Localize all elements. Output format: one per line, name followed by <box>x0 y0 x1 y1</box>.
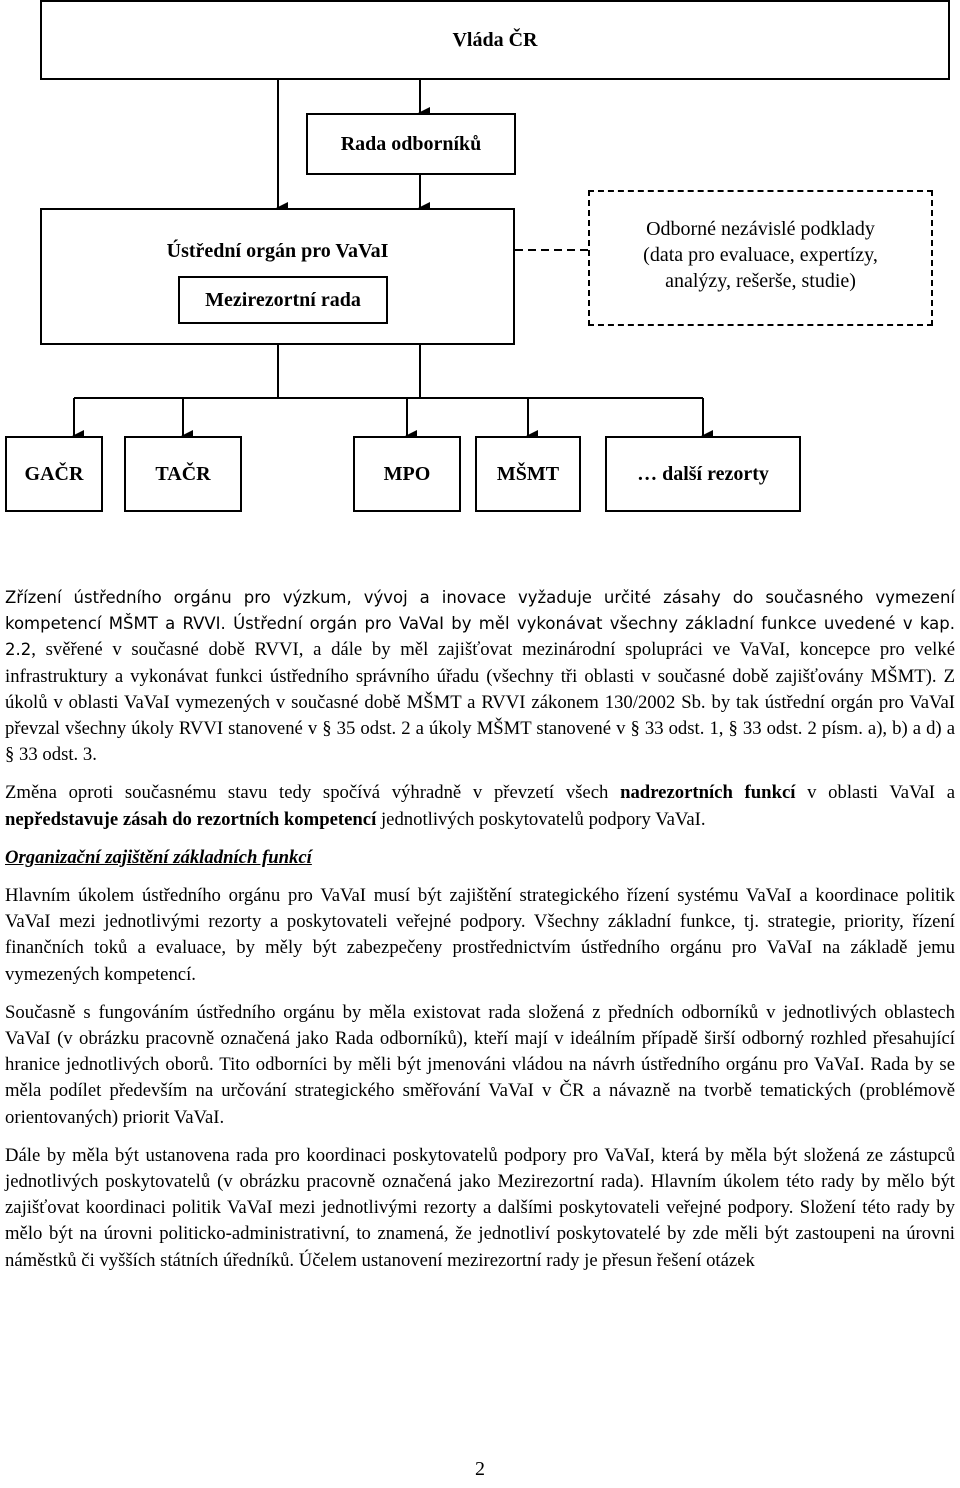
rada-odborniku-box <box>306 113 516 175</box>
p1-part-a: Zřízení ústředního orgánu pro výzkum, vývoj a inovace vyžaduje určité zásahy do současného vymezení kompetencí MŠMT a RVVI. Ústřední orgán pro VaVaI by měl vykonávat všechny základní funkce uvedené v kap. 2.2 <box>5 588 955 660</box>
p2-bold-1: nadrezortních funkcí <box>620 782 796 804</box>
support-line-1: Odborné nezávislé podklady <box>646 218 875 240</box>
provider-tacr <box>124 436 242 512</box>
odborne-podklady-box <box>588 190 933 326</box>
ustredni-organ-box <box>40 208 515 345</box>
section-heading <box>5 845 955 871</box>
paragraph-3: Hlavním úkolem ústředního orgánu pro VaVaI musí být zajištění strategického řízení systému VaVaI a koordinace politik VaVaI mezi jednotlivými rezorty a poskytovateli veřejné podpory. Všechny základní funkce, tj. strategie, priority, řízení finančních toků a evaluace, by měly být zabezpečeny prostřednictvím ústředního orgánu pro VaVaI na základě jemu vymezených kompetencí. <box>5 885 955 985</box>
ustredni-organ-label: Ústřední orgán pro VaVaI <box>166 240 389 262</box>
paragraph-1 <box>5 585 955 768</box>
p2-part-e: jednotlivých poskytovatelů podpory VaVaI. <box>376 808 706 830</box>
provider-msmt <box>475 436 581 512</box>
p2-bold-2: nepředstavuje zásah do rezortních kompetencí <box>5 808 377 830</box>
provider-tacr-label: TAČR <box>155 462 211 485</box>
p2-part-c: v oblasti VaVaI a <box>795 782 955 804</box>
paragraph-4: Současně s fungováním ústředního orgánu by měla existovat rada složená z předních odborníků v jednotlivých oblastech VaVaI (v obrázku pracovně označená jako Rada odborníků), kteří mají v ideálním případě širší odborný rozhled přesahující hranice jednotlivých oborů. Tito odborníci by měli být jmenováni vládou na návrh ústředního orgánu pro VaVaI. Rada by se měla podílet především na určování strategického směřování VaVaI v ČR a návazně na tvorbě tematických (problémově orientovaných) priorit VaVaI. <box>5 1001 955 1128</box>
provider-dalsi <box>605 436 801 512</box>
support-line-3: analýzy, rešerše, studie) <box>665 270 856 292</box>
mezirezortni-rada-label: Mezirezortní rada <box>205 288 361 311</box>
provider-dalsi-label: … další rezorty <box>637 462 769 485</box>
vlada-label: Vláda ČR <box>452 28 538 51</box>
body-text <box>5 585 955 1286</box>
paragraph-5: Dále by měla být ustanovena rada pro koordinaci poskytovatelů podpory pro VaVaI, která by měla být složená ze zástupců jednotlivých poskytovatelů (v obrázku pracovně označená jako Mezirezortní rada). Hlavním úkolem této rady by mělo být zajišťovat koordinaci politik VaVaI mezi jednotlivými rezorty a dalšími poskytovateli veřejné podpory. Složení této rady by mělo být na úrovni politicko-administrativní, to znamená, že jednotliví poskytovatelé by zde měli být zastoupeni na úrovni náměstků či vyšších státních úředníků. Účelem ustanovení mezirezortní rady je přesun řešení otázek <box>5 1144 955 1271</box>
support-line-2: (data pro evaluace, expertízy, <box>643 244 878 266</box>
page-number: 2 <box>475 1458 485 1480</box>
p1-part-b: , svěřené v současné době RVVI, a dále by měl zajišťovat mezinárodní spolupráci ve VaVaI, koncepce pro velké infrastruktury a vykonávat funkci ústředního správního úřadu (všechny tři oblasti v současné době zajišťovány MŠMT). <box>5 639 955 687</box>
vlada-box <box>40 0 950 80</box>
rada-odborniku-label: Rada odborníků <box>340 132 482 155</box>
provider-mpo-label: MPO <box>383 462 431 485</box>
p2-part-a: Změna oproti současnému stavu tedy spočívá výhradně v převzetí všech <box>5 782 621 804</box>
provider-mpo <box>353 436 461 512</box>
provider-msmt-label: MŠMT <box>496 462 560 485</box>
heading-text: Organizační zajištění základních funkcí <box>5 846 312 868</box>
provider-gacr-label: GAČR <box>24 462 84 485</box>
mezirezortni-rada-box <box>178 276 388 324</box>
p1-part-c: Z úkolů v oblasti VaVaI vymezených v současné době MŠMT a RVVI zákonem 130/2002 Sb. by tak ústřední orgán pro VaVaI převzal všechny úkoly RVVI stanovené v § 35 odst. 2 a úkoly MŠMT stanovené v § 33 odst. 1, § 33 odst. 2 písm. a), b) a d) a § 33 odst. 3. <box>5 665 955 766</box>
paragraph-2 <box>5 780 955 832</box>
provider-gacr <box>5 436 103 512</box>
